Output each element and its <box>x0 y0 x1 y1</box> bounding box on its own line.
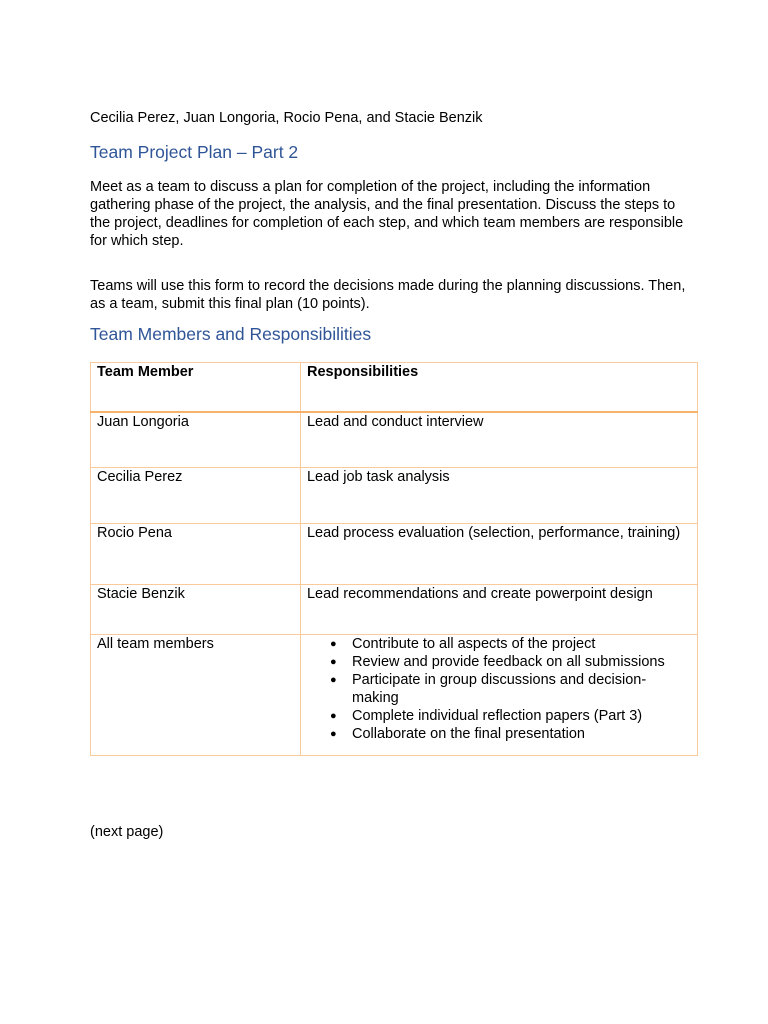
list-item: ● Contribute to all aspects of the project <box>352 635 691 653</box>
member-cell: All team members <box>91 635 301 756</box>
responsibilities-table <box>90 362 698 756</box>
table-row <box>91 468 698 524</box>
responsibility-cell: Lead and conduct interview <box>300 412 697 468</box>
table-row <box>91 524 698 585</box>
form-usage-paragraph: Teams will use this form to record the decisions made during the planning discussions. Then, as a team, submit this final plan (10 points). <box>90 278 686 312</box>
responsibility-cell: Lead job task analysis <box>300 468 697 524</box>
member-cell: Rocio Pena <box>91 524 301 585</box>
list-item: ● Review and provide feedback on all submissions <box>352 653 691 671</box>
author-line: Cecilia Perez, Juan Longoria, Rocio Pena, and Stacie Benzik <box>90 110 483 126</box>
table-row <box>91 412 698 468</box>
responsibility-cell: Lead recommendations and create powerpoint design <box>300 585 697 635</box>
table-header-row <box>91 363 698 413</box>
responsibility-cell: Lead process evaluation (selection, performance, training) <box>300 524 697 585</box>
list-item: ● Collaborate on the final presentation <box>352 725 691 743</box>
header-responsibilities: Responsibilities <box>300 363 697 413</box>
plan-heading: Team Project Plan – Part 2 <box>90 142 299 162</box>
responsibility-list-cell <box>300 635 697 756</box>
member-cell: Juan Longoria <box>91 412 301 468</box>
responsibilities-heading: Team Members and Responsibilities <box>90 324 372 344</box>
next-page-note: (next page) <box>90 824 164 840</box>
instructions-paragraph: Meet as a team to discuss a plan for completion of the project, including the information gathering phase of the project, the analysis, and the final presentation. Discuss the steps to the project, deadlines for completion of each step, and which team members are responsible for which step. <box>90 179 684 249</box>
table-row-all-members <box>91 635 698 756</box>
table-row <box>91 585 698 635</box>
header-team-member: Team Member <box>91 363 301 413</box>
responsibility-bullet-list <box>307 635 691 743</box>
member-cell: Stacie Benzik <box>91 585 301 635</box>
list-item: ● Complete individual reflection papers (Part 3) <box>352 707 691 725</box>
list-item: ● Participate in group discussions and decision-making <box>352 671 691 707</box>
member-cell: Cecilia Perez <box>91 468 301 524</box>
